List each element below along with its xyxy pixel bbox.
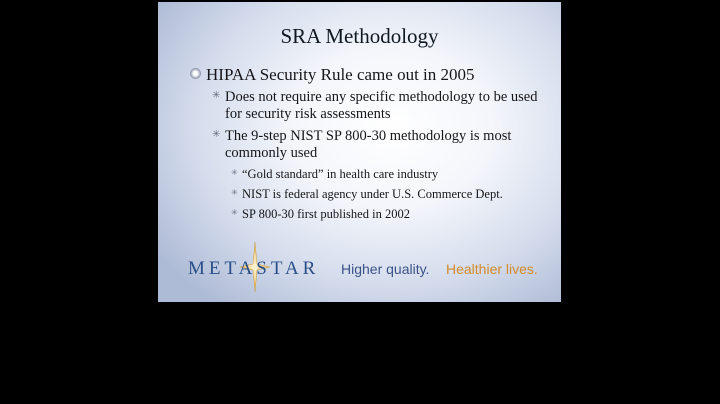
- bullet-text: The 9-step NIST SP 800-30 methodology is most commonly used: [225, 128, 512, 162]
- star-bullet-icon: ✳: [231, 168, 238, 177]
- bullet-item: [212, 128, 545, 162]
- bullet-item: [231, 167, 542, 182]
- bullet-item: [231, 207, 542, 222]
- star-bullet-icon: ✳: [212, 129, 221, 140]
- metastar-logo: METASTAR: [188, 258, 320, 279]
- star-bullet-icon: ✳: [231, 208, 238, 217]
- round-bullet-icon: [190, 68, 201, 79]
- tagline-healthier: Healthier lives.: [446, 261, 538, 277]
- bullet-text: Does not require any specific methodology to be used for security risk assessments: [225, 89, 538, 123]
- star-bullet-icon: ✳: [212, 90, 221, 101]
- bullet-text: “Gold standard” in health care industry: [242, 167, 439, 181]
- bullet-text: HIPAA Security Rule came out in 2005: [206, 65, 475, 84]
- presentation-slide: [158, 2, 561, 302]
- star-bullet-icon: ✳: [231, 188, 238, 197]
- slide-title: SRA Methodology: [280, 24, 439, 48]
- tagline-quality: Higher quality.: [341, 261, 430, 277]
- bullet-item: [212, 89, 545, 123]
- bullet-item: [231, 187, 542, 202]
- bullet-item: [206, 65, 475, 85]
- bullet-text: SP 800-30 first published in 2002: [242, 207, 410, 221]
- bullet-text: NIST is federal agency under U.S. Commerce Dept.: [242, 187, 503, 201]
- brand-footer: [158, 252, 561, 292]
